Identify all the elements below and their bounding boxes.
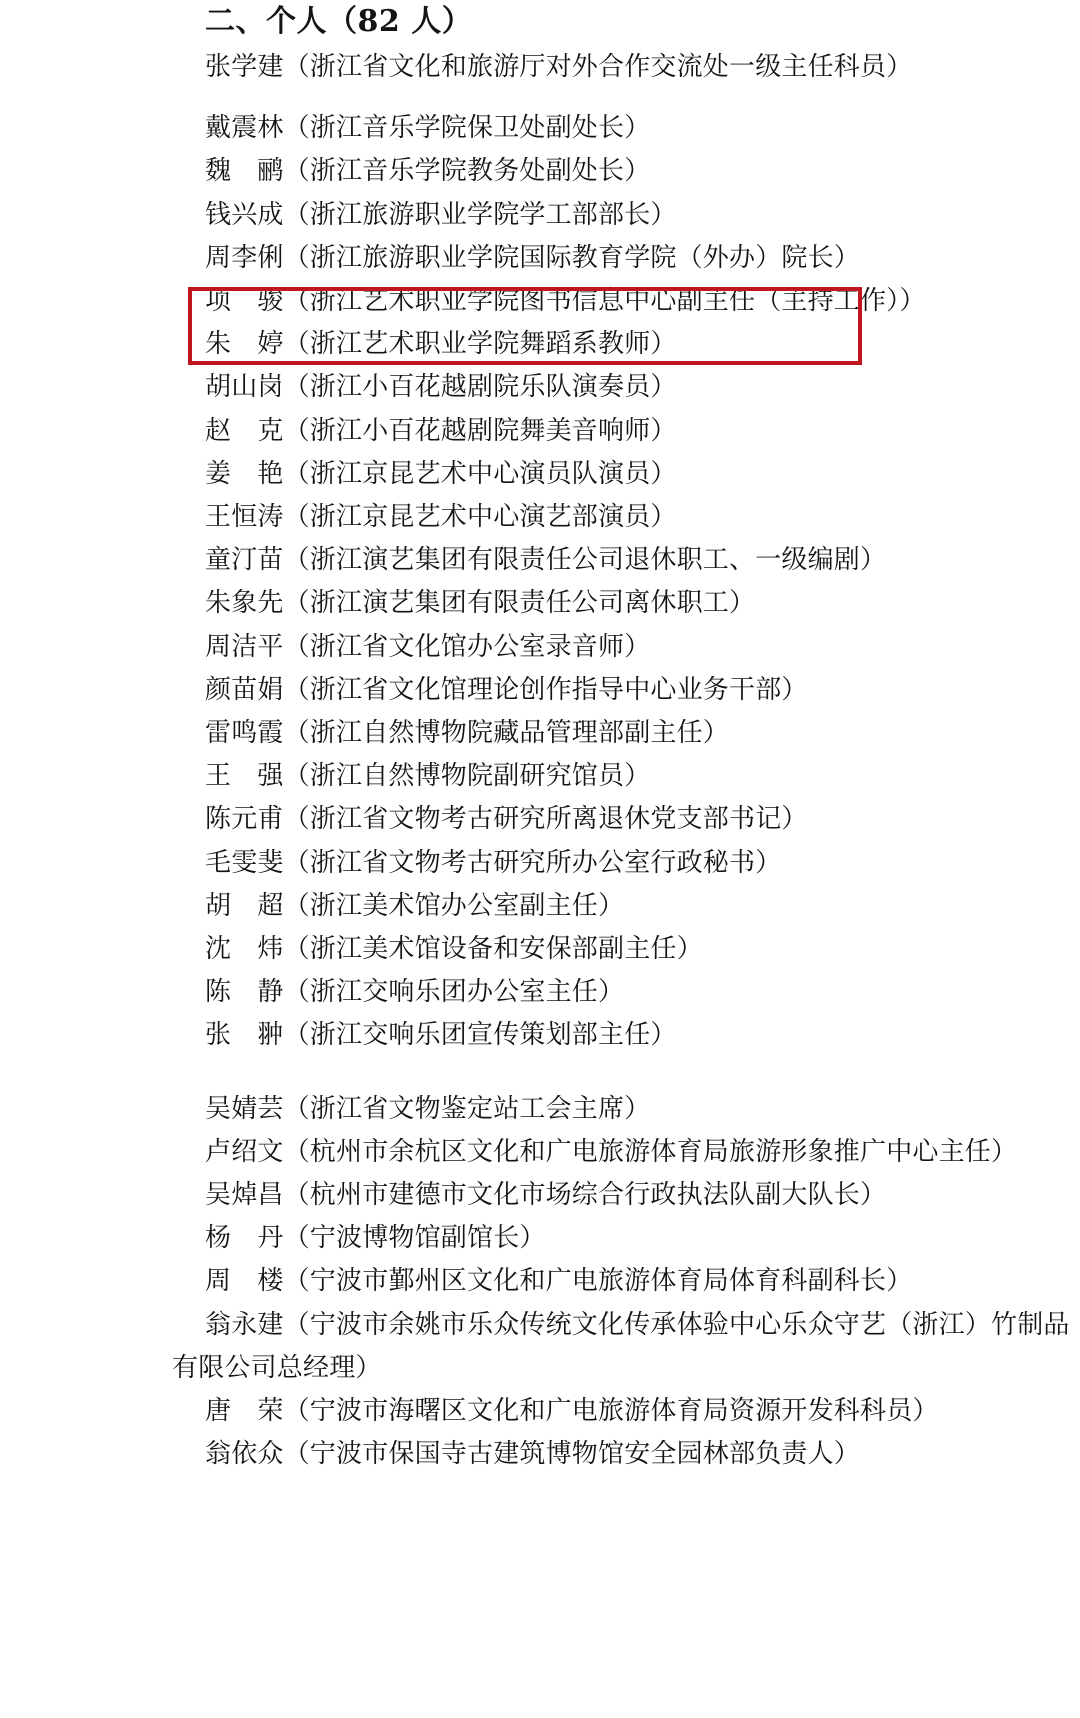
list-item: 朱象先（浙江演艺集团有限责任公司离休职工）	[205, 588, 756, 619]
list-item: 沈 炜（浙江美术馆设备和安保部副主任）	[205, 934, 703, 965]
list-item: 胡山岗（浙江小百花越剧院乐队演奏员）	[205, 372, 677, 403]
list-item: 吴婧芸（浙江省文物鉴定站工会主席）	[205, 1093, 651, 1124]
list-item: 陈 静（浙江交响乐团办公室主任）	[205, 977, 625, 1008]
list-item: 童汀苗（浙江演艺集团有限责任公司退休职工、一级编剧）	[205, 545, 887, 576]
list-item-highlighted: 项 骏（浙江艺术职业学院图书信息中心副主任（主持工作））	[205, 286, 926, 317]
list-item: 周李俐（浙江旅游职业学院国际教育学院（外办）院长）	[205, 242, 861, 273]
paragraph-spacer	[0, 89, 1080, 107]
list-item: 王恒涛（浙江京昆艺术中心演艺部演员）	[205, 502, 677, 533]
list-item: 张 翀（浙江交响乐团宣传策划部主任）	[205, 1020, 677, 1051]
section-title: 二、个人（82 人）	[205, 4, 473, 39]
list-item: 赵 克（浙江小百花越剧院舞美音响师）	[205, 415, 677, 446]
list-item: 姜 艳（浙江京昆艺术中心演员队演员）	[205, 458, 677, 489]
list-item: 吴焯昌（杭州市建德市文化市场综合行政执法队副大队长）	[205, 1180, 887, 1211]
list-item-highlighted: 朱 婷（浙江艺术职业学院舞蹈系教师）	[205, 329, 677, 360]
list-item: 颜苗娟（浙江省文化馆理论创作指导中心业务干部）	[205, 674, 808, 705]
list-item: 雷鸣霞（浙江自然博物院藏品管理部副主任）	[205, 718, 730, 749]
list-item: 杨 丹（宁波博物馆副馆长）	[205, 1223, 546, 1254]
list-item: 魏 鹂（浙江音乐学院教务处副处长）	[205, 156, 651, 187]
list-item: 张学建（浙江省文化和旅游厅对外合作交流处一级主任科员）	[205, 52, 913, 82]
list-item: 陈元甫（浙江省文物考古研究所离退休党支部书记）	[205, 804, 808, 835]
paragraph-spacer	[0, 1058, 1080, 1088]
list-item: 钱兴成（浙江旅游职业学院学工部部长）	[205, 199, 677, 230]
list-item: 周洁平（浙江省文化馆办公室录音师）	[205, 631, 651, 662]
list-item: 毛雯斐（浙江省文物考古研究所办公室行政秘书）	[205, 847, 782, 878]
list-item: 卢绍文（杭州市余杭区文化和广电旅游体育局旅游形象推广中心主任）	[205, 1136, 1018, 1167]
list-item: 唐 荣（宁波市海曙区文化和广电旅游体育局资源开发科科员）	[205, 1396, 939, 1427]
list-item: 翁永建（宁波市余姚市乐众传统文化传承体验中心乐众守艺（浙江）竹制品有限公司总经理）	[172, 1309, 1070, 1383]
list-item: 翁依众（宁波市保国寺古建筑博物馆安全园林部负责人）	[205, 1439, 861, 1470]
list-item: 胡 超（浙江美术馆办公室副主任）	[205, 890, 625, 921]
list-item: 王 强（浙江自然博物院副研究馆员）	[205, 761, 651, 792]
list-item: 周 楼（宁波市鄞州区文化和广电旅游体育局体育科副科长）	[205, 1266, 913, 1297]
list-item: 戴震林（浙江音乐学院保卫处副处长）	[205, 113, 651, 144]
